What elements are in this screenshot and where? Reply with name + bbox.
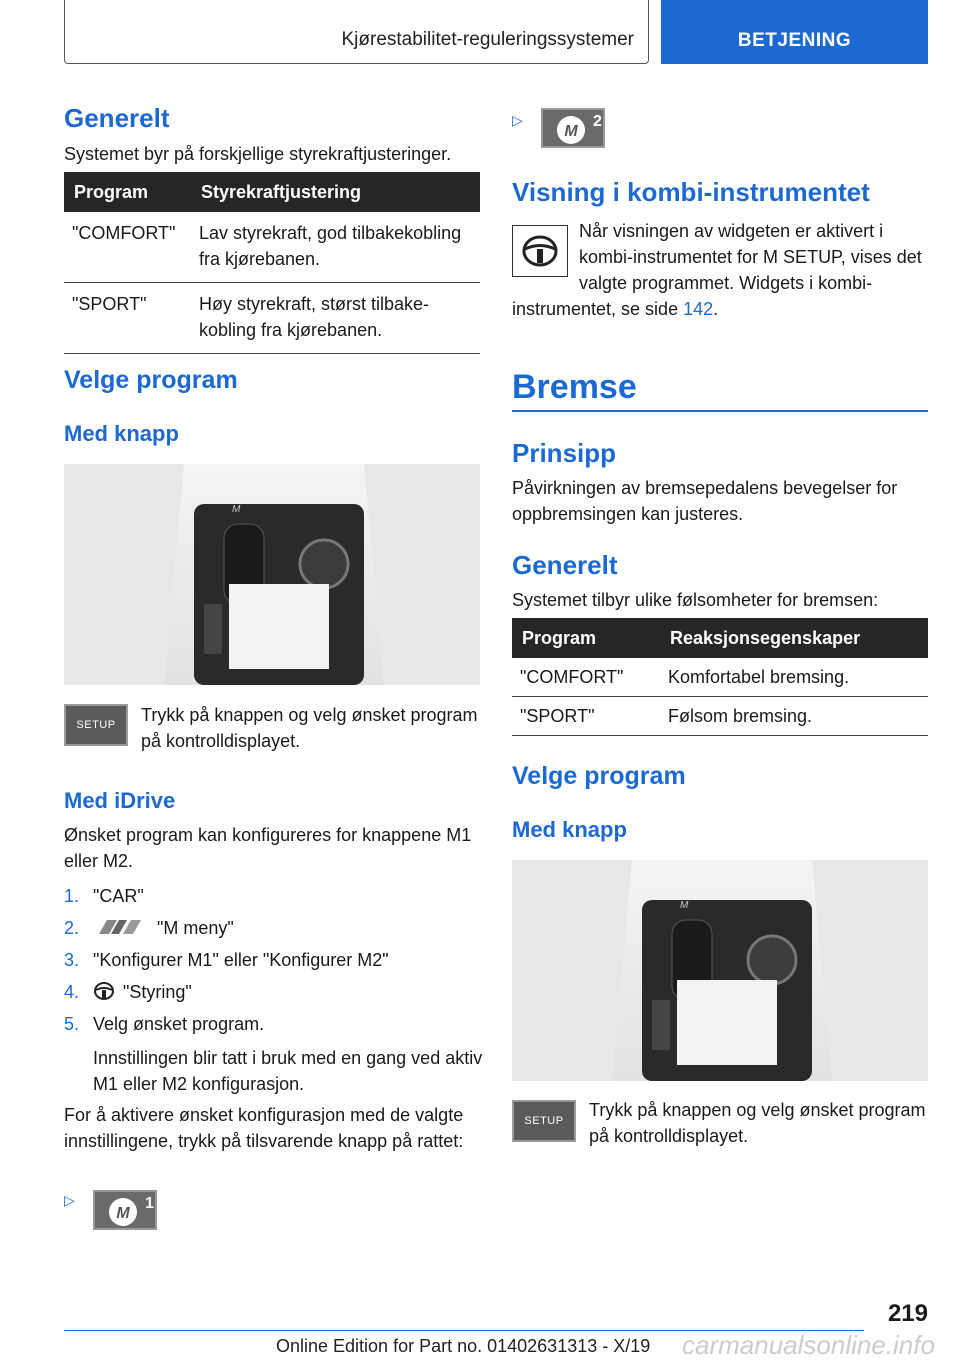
setup-button-label: SETUP [76,719,116,731]
heading-med-idrive: Med iDrive [64,788,176,813]
steering-table [64,172,480,354]
heading-velge-program: Velge program [64,366,238,394]
page-number: 219 [887,1300,928,1327]
table-cell: Følsom bremsing. [660,697,928,736]
step-text: "Konfigurer M1" eller "Konfigurer M2" [93,950,389,970]
step-text: "CAR" [93,886,144,906]
prinsipp-text: Påvirkningen av bremsepedalens bevegelser for oppbremsingen kan justeres. [512,478,898,524]
idrive-text: Ønsket program kan konfigureres for knappene M1 eller M2. [64,825,472,871]
heading-med-knapp: Med knapp [64,421,179,446]
step-text: Velg ønsket program. [93,1014,265,1034]
step-number: 3. [64,950,80,970]
bullet-arrow-icon: ▷ [64,1192,75,1208]
heading-rule [512,410,928,412]
table-cell: "COMFORT" [512,658,660,697]
step-number: 2. [64,918,80,938]
svg-text:M: M [564,123,578,140]
center-console-photo-brake [512,860,928,1081]
table-header: Program [512,618,660,658]
step-number: 1. [64,886,80,906]
steering-wheel-icon [93,981,115,1001]
m-stripes-icon [93,918,149,936]
table-cell: "COMFORT" [64,212,191,283]
list-item [64,912,480,944]
console-illustration [64,464,480,685]
heading-kombi: Visning i kombi-instrumentet [512,177,870,207]
setup-instruction-brake: Trykk på knappen og velg ønsket program på kontrolldisplayet. [589,1100,926,1146]
kombi-text-1: Når visningen av widgeten er aktivert i kombi-instrumentet for M SETUP, vises det valgte programmet. Widgets i kombi- [579,221,922,293]
table-header: Reaksjonsegenskaper [660,618,928,658]
table-cell: Høy styrekraft, størst tilbakekobling fra kjørebanen. [191,283,480,354]
table-cell: "SPORT" [64,283,191,354]
step-text: "M meny" [157,918,234,938]
m2-glyph [543,110,603,146]
table-row [512,697,928,736]
m2-button-icon [541,108,605,148]
table-cell: "SPORT" [512,697,660,736]
step-number: 5. [64,1014,80,1034]
list-item [64,944,480,976]
chapter-title: Kjørestabilitet-reguleringssystemer [341,29,634,50]
chapter-tab [64,0,649,64]
section-tab [661,0,928,64]
heading-prinsipp: Prinsipp [512,438,617,468]
step-text: "Styring" [123,982,192,1002]
bullet-arrow-icon: ▷ [512,112,523,128]
table-cell: Lav styrekraft, god tilbakekobling fra kjørebanen. [191,212,480,283]
edition-text: Online Edition for Part no. 01402631313 - X/19 [276,1336,651,1356]
kombi-text-end: . [713,299,719,319]
table-header: Program [64,172,191,212]
setup-instruction: Trykk på knappen og velg ønsket program på kontrolldisplayet. [141,705,478,751]
step5-note: Innstillingen blir tatt i bruk med en gang ved aktiv M1 eller M2 konfigurasjon. [93,1048,483,1094]
steering-wheel-icon [520,234,560,268]
table-row [64,283,480,354]
m1-button-icon [93,1190,157,1230]
table-cell: Komfortabel bremsing. [660,658,928,697]
heading-bremse: Bremse [512,368,637,406]
idrive-steps [64,880,480,1040]
page-link[interactable]: 142 [683,299,714,319]
heading-med-knapp-brake: Med knapp [512,817,627,842]
table-row [64,212,480,283]
svg-text:M: M [116,1205,130,1222]
kombi-text-2-body: instrumentet, se side [512,299,684,319]
heading-velge-program-brake: Velge program [512,762,686,790]
section-title: BETJENING [737,30,852,51]
heading-generelt: Generelt [64,103,170,133]
list-item [64,1008,480,1040]
console-illustration [512,860,928,1081]
generelt-text: Systemet byr på forskjellige styrekraftjusteringer. [64,144,452,164]
page-header [64,0,928,64]
kombi-text-2 [512,296,932,322]
svg-text:M: M [232,504,241,515]
watermark: carmanualsonline.info [682,1330,935,1360]
brake-generelt-text: Systemet tilbyr ulike følsomheter for bremsen: [512,590,879,610]
list-item [64,880,480,912]
m2-number: 2 [593,113,602,130]
setup-button-icon [512,1100,576,1142]
step-number: 4. [64,982,80,1002]
table-row [512,658,928,697]
table-header: Styrekraftjustering [191,172,480,212]
setup-button-label: SETUP [524,1115,564,1127]
m1-glyph [95,1192,155,1228]
center-console-photo [64,464,480,685]
heading-generelt-brake: Generelt [512,550,618,580]
steering-wheel-box [512,225,568,277]
setup-button-icon [64,704,128,746]
list-item [64,976,480,1008]
activate-text: For å aktivere ønsket konfigurasjon med de valgte innstillingene, trykk på tilsvarende knapp på rattet: [64,1105,464,1151]
brake-table [512,618,928,736]
svg-text:M: M [680,900,689,911]
m1-number: 1 [145,1195,154,1212]
